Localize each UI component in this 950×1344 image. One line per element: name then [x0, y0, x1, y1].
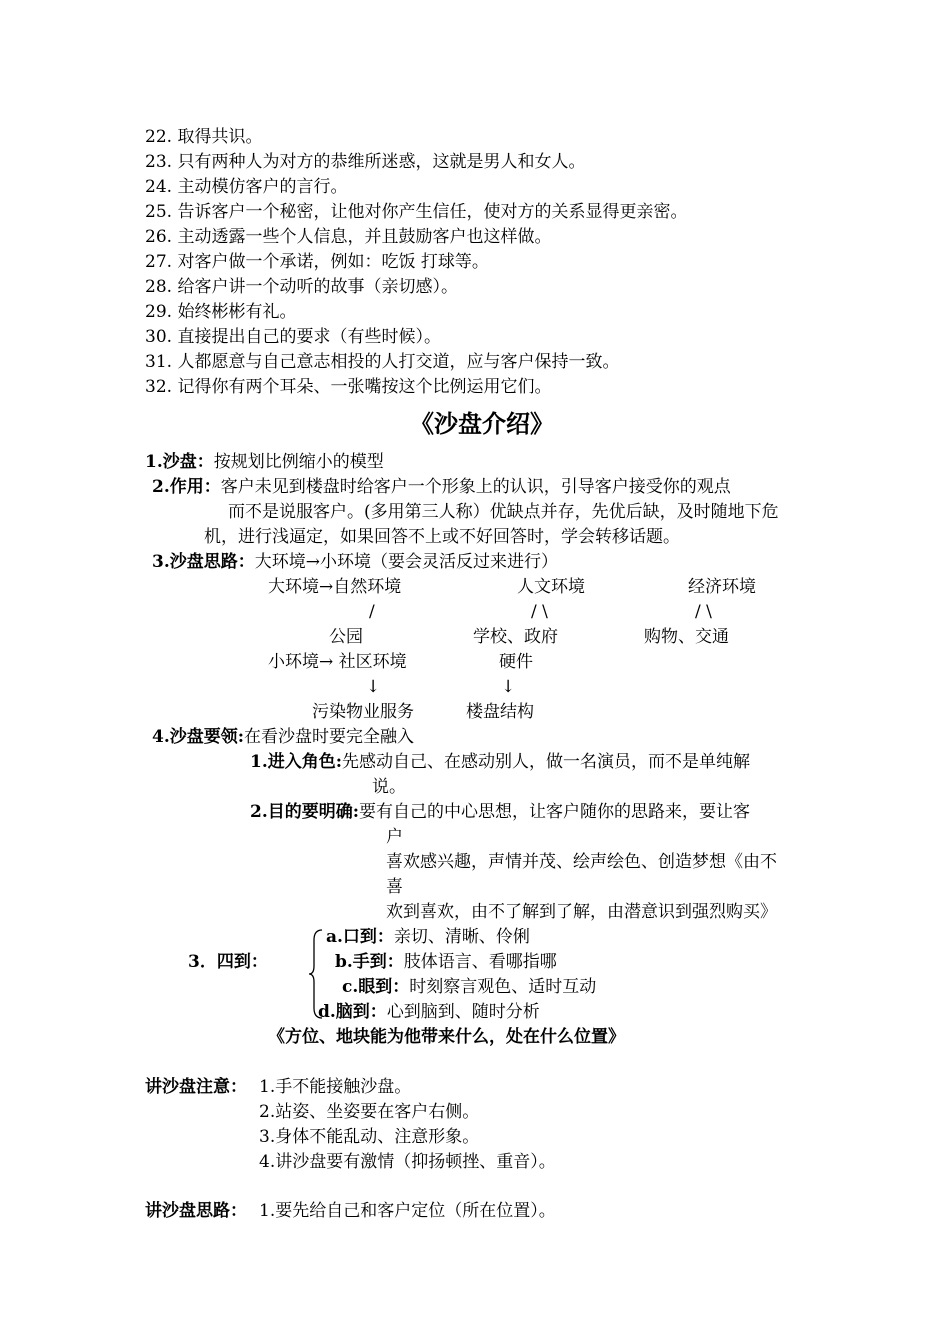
section-1-text: 按规划比例缩小的模型 — [213, 452, 384, 472]
list-item: 31. 人都愿意与自己意志相投的人打交道，应与客户保持一致。 — [145, 352, 620, 372]
diagram-connector: / — [369, 602, 375, 622]
four-point-a-text: 亲切、清晰、伶俐 — [393, 927, 530, 947]
notes-label: 讲沙盘注意： — [145, 1077, 247, 1097]
point-1-line2: 说。 — [372, 777, 406, 797]
four-point-c-text: 时刻察言观色、适时互动 — [409, 977, 597, 997]
section-4-label: 4.沙盘要领: — [152, 727, 245, 747]
diagram-node: 硬件 — [499, 652, 533, 672]
four-point-c-label: c.眼到： — [342, 977, 410, 997]
diagram-connector: / \ — [695, 602, 712, 622]
four-point-c — [342, 976, 596, 998]
diagram-node: 公园 — [329, 627, 363, 647]
diagram-node: 污染物业服务 — [312, 702, 414, 722]
section-2-line2: 而不是说服客户。(多用第三人称）优缺点并存，先优后缺，及时随地下危 — [228, 502, 779, 522]
arrow-down-icon: ↓ — [366, 677, 381, 697]
section-4 — [152, 726, 414, 748]
four-point-a-label: a.口到： — [326, 927, 394, 947]
section-4-text: 在看沙盘时要完全融入 — [244, 727, 415, 747]
four-point-d-text: 心到脑到、随时分析 — [386, 1002, 540, 1022]
section-1 — [145, 451, 384, 473]
diagram-node: 学校、政府 — [473, 627, 558, 647]
point-2 — [250, 801, 750, 823]
section-2-line1: 客户未见到楼盘时给客户一个形象上的认识，引导客户接受你的观点 — [220, 477, 731, 497]
list-item: 28. 给客户讲一个动听的故事（亲切感）。 — [145, 277, 458, 297]
section-3 — [152, 551, 558, 573]
point-2-label: 2.目的要明确: — [250, 802, 360, 822]
section-1-label: 1.沙盘： — [145, 452, 214, 472]
four-point-b — [335, 951, 557, 973]
diagram-connector: / \ — [531, 602, 548, 622]
four-point-b-label: b.手到： — [335, 952, 404, 972]
section-3-text: 大环境→小环境（要会灵活反过来进行） — [254, 552, 558, 572]
closing-heading: 《方位、地块能为他带来什么，处在什么位置》 — [268, 1027, 625, 1047]
note-item: 1.手不能接触沙盘。 — [259, 1077, 412, 1097]
point-2-line4: 喜 — [386, 877, 403, 897]
approach-label: 讲沙盘思路： — [145, 1201, 247, 1221]
diagram-node: 小环境→ 社区环境 — [268, 652, 407, 672]
section-2-line3: 机，进行浅逼定，如果回答不上或不好回答时，学会转移话题。 — [204, 527, 680, 547]
arrow-down-icon: ↓ — [501, 677, 516, 697]
note-item: 3.身体不能乱动、注意形象。 — [259, 1127, 480, 1147]
point-2-line1: 要有自己的中心思想，让客户随你的思路来，要让客 — [359, 802, 751, 822]
point-2-line5: 欢到喜欢，由不了解到了解，由潜意识到强烈购买》 — [386, 902, 777, 922]
approach-item: 1.要先给自己和客户定位（所在位置）。 — [259, 1201, 556, 1221]
diagram-node: 大环境→自然环境 — [268, 577, 402, 597]
diagram-node: 经济环境 — [688, 577, 756, 597]
point-1 — [250, 751, 750, 773]
list-item: 23. 只有两种人为对方的恭维所迷惑，这就是男人和女人。 — [145, 152, 586, 172]
section-2-label: 2.作用： — [152, 477, 221, 497]
four-point-d-label: d.脑到： — [318, 1002, 387, 1022]
four-point-d — [318, 1001, 540, 1023]
diagram-node: 人文环境 — [517, 577, 585, 597]
list-item: 32. 记得你有两个耳朵、一张嘴按这个比例运用它们。 — [145, 377, 552, 397]
point-1-label: 1.进入角色: — [250, 752, 343, 772]
section-2 — [152, 476, 731, 498]
section-title: 《沙盘介绍》 — [410, 409, 554, 438]
list-item: 27. 对客户做一个承诺，例如：吃饭 打球等。 — [145, 252, 489, 272]
note-item: 4.讲沙盘要有激情（抑扬顿挫、重音）。 — [259, 1152, 556, 1172]
list-item: 25. 告诉客户一个秘密，让他对你产生信任，使对方的关系显得更亲密。 — [145, 202, 688, 222]
diagram-node: 楼盘结构 — [466, 702, 534, 722]
list-item: 26. 主动透露一些个人信息，并且鼓励客户也这样做。 — [145, 227, 552, 247]
section-3-label: 3.沙盘思路： — [152, 552, 255, 572]
point-2-line2: 户 — [386, 827, 403, 847]
diagram-node: 购物、交通 — [644, 627, 729, 647]
list-item: 22. 取得共识。 — [145, 127, 263, 147]
four-point-b-text: 肢体语言、看哪指哪 — [403, 952, 557, 972]
point-1-line1: 先感动自己、在感动别人，做一名演员，而不是单纯解 — [342, 752, 751, 772]
note-item: 2.站姿、坐姿要在客户右侧。 — [259, 1102, 480, 1122]
list-item: 24. 主动模仿客户的言行。 — [145, 177, 348, 197]
point-2-line3: 喜欢感兴趣，声情并茂、绘声绘色、创造梦想《由不 — [386, 852, 777, 872]
list-item: 29. 始终彬彬有礼。 — [145, 302, 297, 322]
list-item: 30. 直接提出自己的要求（有些时候）。 — [145, 327, 441, 347]
four-point-a — [326, 926, 530, 948]
point-3-label: 3．四到： — [188, 952, 268, 972]
